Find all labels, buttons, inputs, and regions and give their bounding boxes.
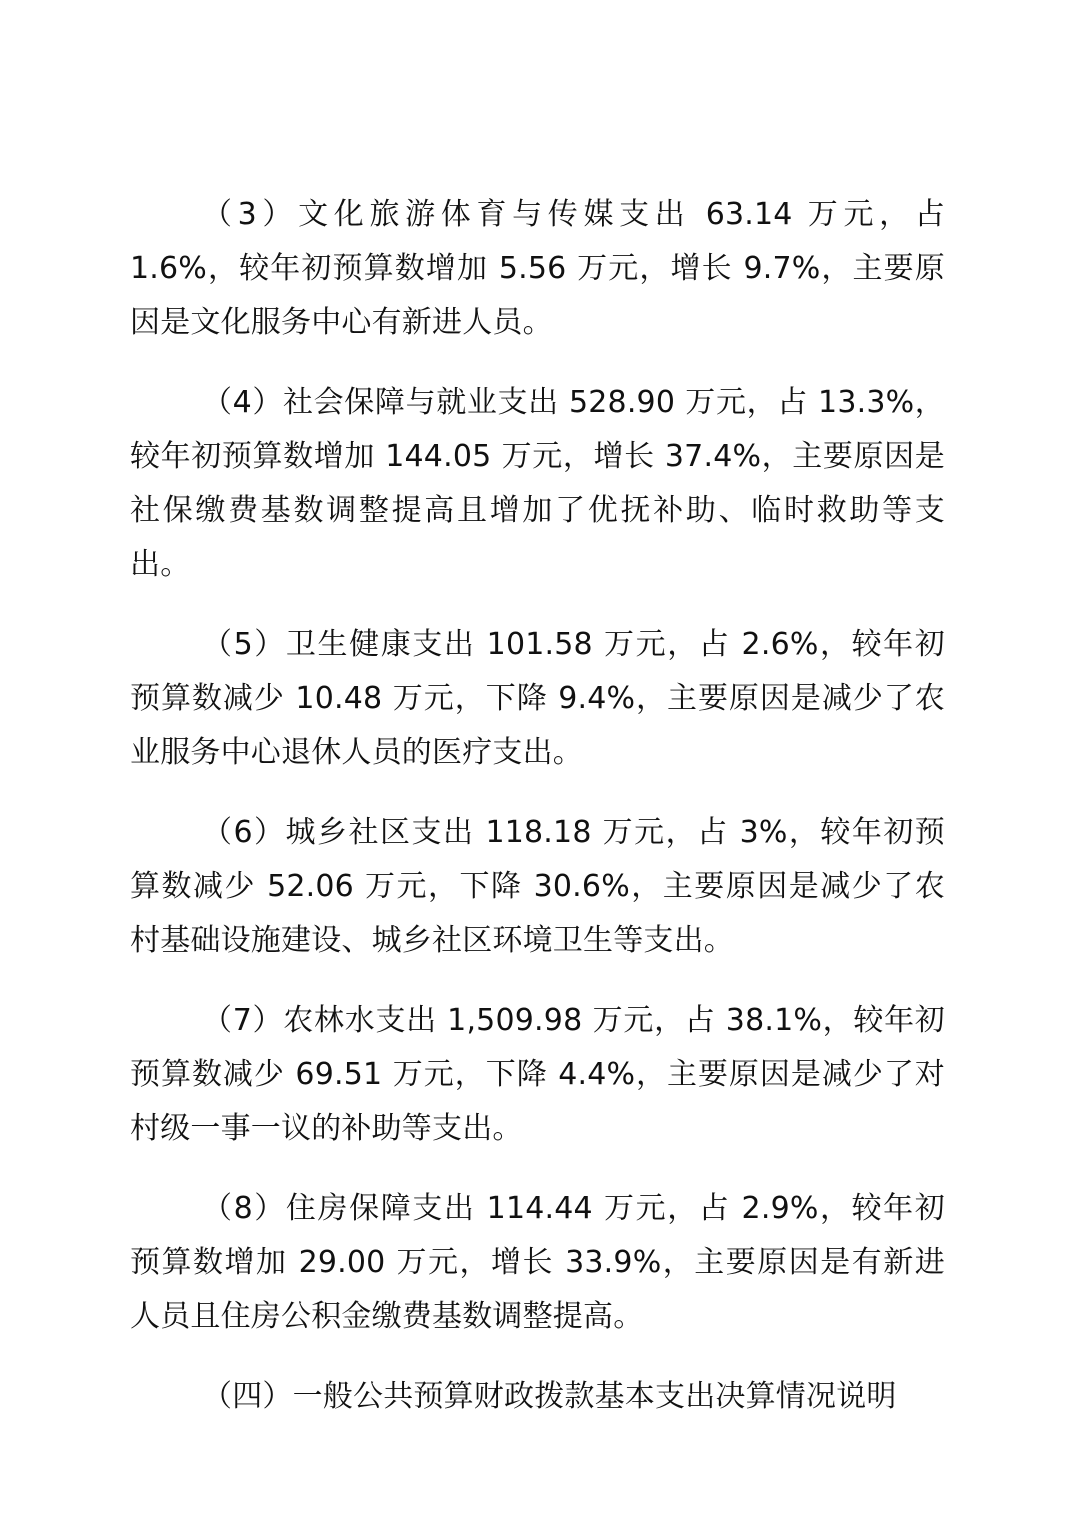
document-page [130,188,945,1424]
paragraph-culture-tourism-expenditure: （3）文化旅游体育与传媒支出 63.14 万元，占 1.6%，较年初预算数增加 5.56 万元，增长 9.7%，主要原因是文化服务中心有新进人员。 [130,197,945,340]
paragraph-housing-security-expenditure: （8）住房保障支出 114.44 万元，占 2.9%，较年初预算数增加 29.00 万元，增长 33.9%，主要原因是有新进人员且住房公积金缴费基数调整提高。 [130,1191,945,1334]
paragraph-social-security-expenditure: （4）社会保障与就业支出 528.90 万元，占 13.3%，较年初预算数增加 144.05 万元，增长 37.4%，主要原因是社保缴费基数调整提高且增加了优抚补助、临时救助等支出。 [130,385,945,582]
paragraph-urban-rural-community-expenditure: （6）城乡社区支出 118.18 万元，占 3%，较年初预算数减少 52.06 万元，下降 30.6%，主要原因是减少了农村基础设施建设、城乡社区环境卫生等支出。 [130,815,945,958]
section-heading: （四）一般公共预算财政拨款基本支出决算情况说明 [202,1379,897,1414]
paragraph-health-expenditure: （5）卫生健康支出 101.58 万元，占 2.6%，较年初预算数减少 10.48 万元，下降 9.4%，主要原因是减少了农业服务中心退休人员的医疗支出。 [130,627,945,770]
paragraph-agriculture-forestry-water-expenditure: （7）农林水支出 1,509.98 万元，占 38.1%，较年初预算数减少 69.51 万元，下降 4.4%，主要原因是减少了对村级一事一议的补助等支出。 [130,1003,945,1146]
